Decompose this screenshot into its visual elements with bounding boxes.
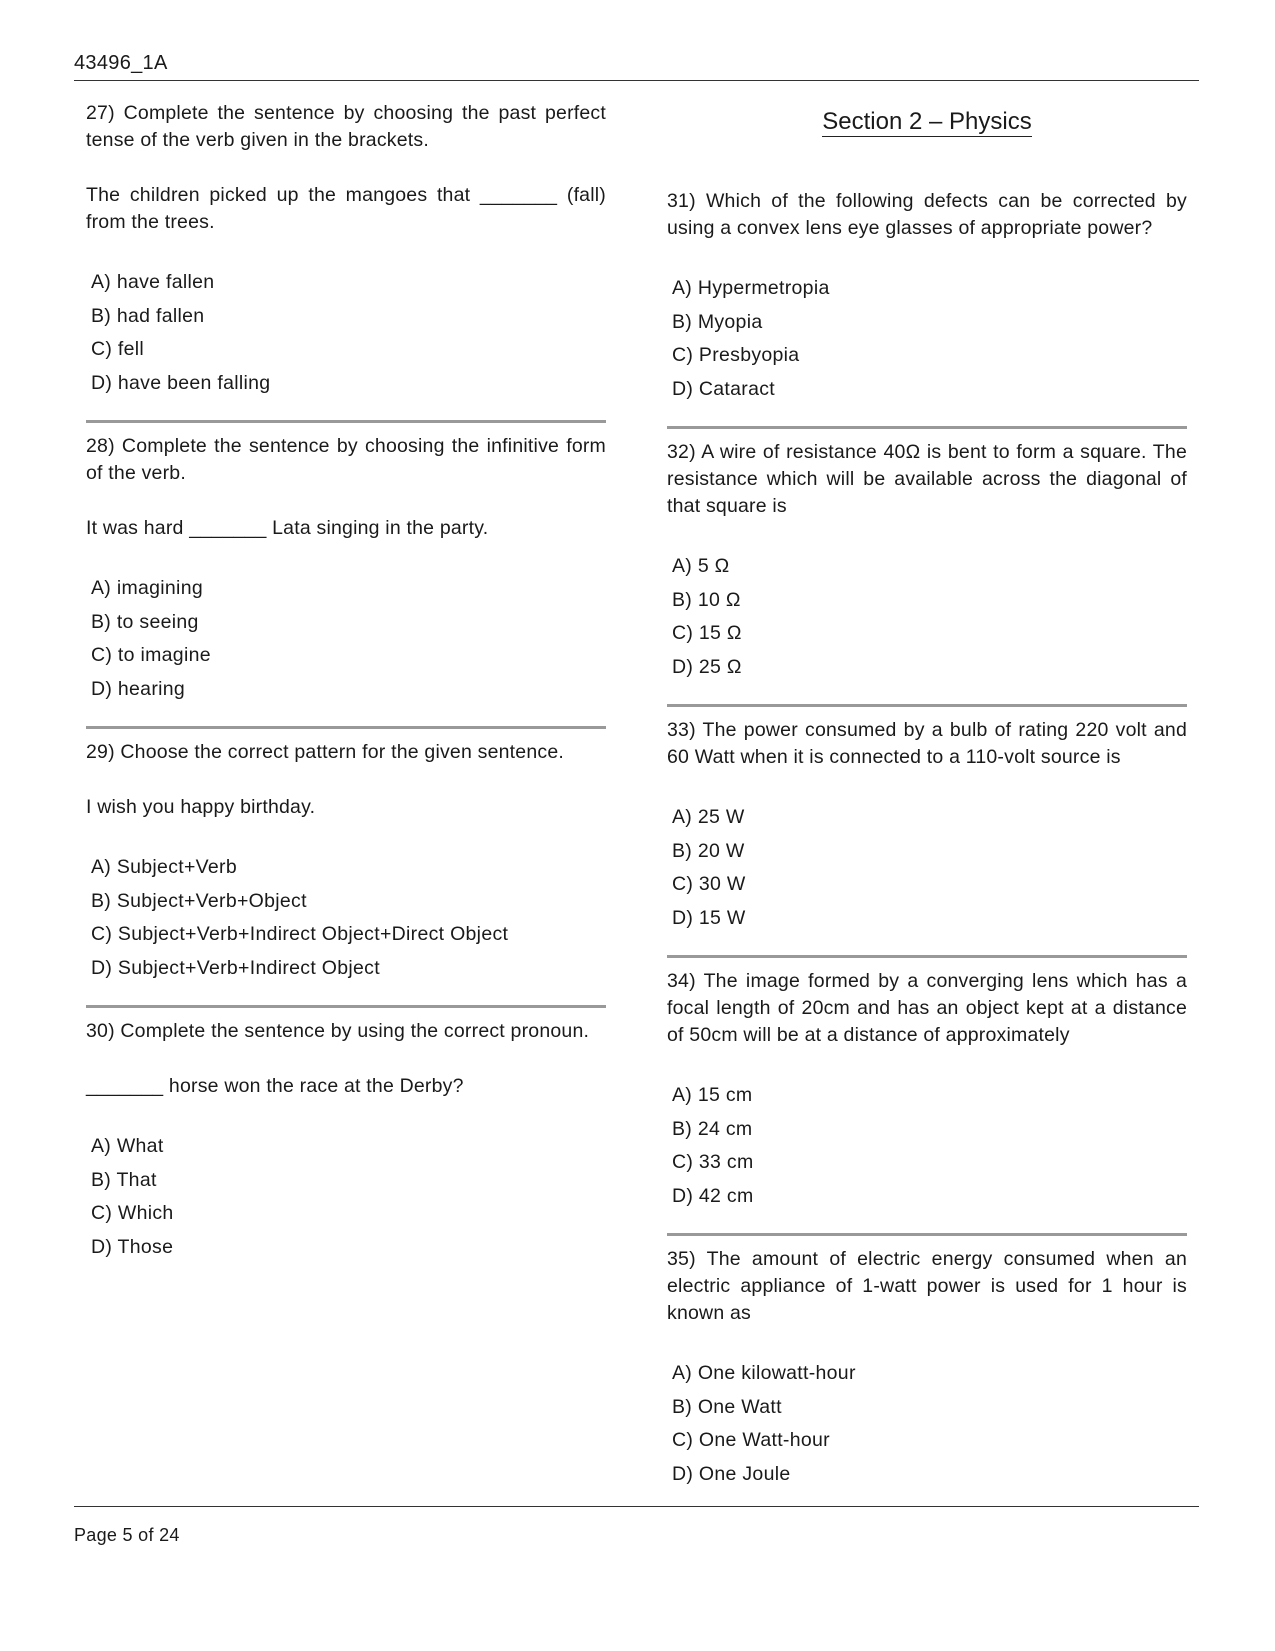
- option-d: D) 15 W: [672, 906, 746, 929]
- option-a: A) have fallen: [91, 271, 215, 293]
- question-text: 29) Choose the correct pattern for the given sentence.: [86, 741, 564, 763]
- options-list: [91, 266, 606, 400]
- option-b: B) That: [91, 1168, 157, 1191]
- option-c: C) to imagine: [91, 644, 211, 666]
- section-title-text: Section 2 – Physics: [822, 108, 1032, 135]
- options-list: [672, 1079, 1187, 1213]
- option-d: D) 25 Ω: [672, 655, 742, 678]
- option-d: D) hearing: [91, 677, 186, 700]
- page-number: Page 5 of 24: [74, 1525, 180, 1545]
- question-35: [667, 1246, 1187, 1511]
- question-sentence: _______ horse won the race at the Derby?: [86, 1075, 464, 1097]
- question-27: [86, 100, 606, 423]
- option-a: A) 5 Ω: [672, 555, 730, 577]
- left-column: [86, 100, 606, 1294]
- option-a: A) What: [91, 1135, 164, 1157]
- question-text: 27) Complete the sentence by choosing the past perfect tense of the verb given in the brackets.: [86, 102, 606, 151]
- question-32: [667, 439, 1187, 707]
- option-c: C) Presbyopia: [672, 344, 800, 366]
- option-d: D) Subject+Verb+Indirect Object: [91, 956, 380, 979]
- question-text: 28) Complete the sentence by choosing the infinitive form of the verb.: [86, 435, 606, 484]
- option-b: B) Subject+Verb+Object: [91, 889, 307, 912]
- question-text: 30) Complete the sentence by using the correct pronoun.: [86, 1020, 590, 1042]
- option-b: B) 24 cm: [672, 1117, 753, 1140]
- option-d: D) One Joule: [672, 1462, 791, 1485]
- options-list: [91, 1130, 606, 1264]
- option-c: C) 30 W: [672, 873, 746, 895]
- question-text: 32) A wire of resistance 40Ω is bent to form a square. The resistance which will be available across the diagonal of that square is: [667, 441, 1187, 517]
- option-b: B) One Watt: [672, 1395, 782, 1418]
- question-33: [667, 717, 1187, 958]
- option-d: D) 42 cm: [672, 1184, 754, 1207]
- options-list: [672, 550, 1187, 684]
- option-d: D) Cataract: [672, 377, 775, 400]
- option-b: B) 20 W: [672, 839, 745, 862]
- option-c: C) fell: [91, 338, 145, 360]
- option-a: A) 15 cm: [672, 1084, 753, 1106]
- question-sentence: It was hard _______ Lata singing in the party.: [86, 517, 489, 539]
- option-c: C) One Watt-hour: [672, 1429, 830, 1451]
- question-text: 34) The image formed by a converging lens which has a focal length of 20cm and has an object kept at a distance of 50cm will be at a distance of approximately: [667, 970, 1187, 1046]
- options-list: [672, 801, 1187, 935]
- option-a: A) One kilowatt-hour: [672, 1362, 856, 1384]
- option-d: D) have been falling: [91, 371, 271, 394]
- question-28: [86, 433, 606, 729]
- option-c: C) Which: [91, 1202, 174, 1224]
- page-header: [74, 50, 1199, 81]
- question-sentence: I wish you happy birthday.: [86, 796, 316, 818]
- section-title: [667, 108, 1187, 188]
- option-b: B) to seeing: [91, 610, 199, 633]
- option-b: B) Myopia: [672, 310, 763, 333]
- option-a: A) Subject+Verb: [91, 856, 237, 878]
- option-b: B) had fallen: [91, 304, 205, 327]
- right-column: [667, 100, 1187, 1521]
- document-id: 43496_1A: [74, 52, 168, 74]
- option-c: C) Subject+Verb+Indirect Object+Direct Object: [91, 923, 509, 945]
- option-a: A) 25 W: [672, 806, 745, 828]
- options-list: [672, 272, 1187, 406]
- option-c: C) 33 cm: [672, 1151, 754, 1173]
- question-34: [667, 968, 1187, 1236]
- options-list: [672, 1357, 1187, 1491]
- page-footer: [74, 1506, 1199, 1545]
- option-c: C) 15 Ω: [672, 622, 742, 644]
- question-29: [86, 739, 606, 1008]
- option-d: D) Those: [91, 1235, 174, 1258]
- question-31: [667, 188, 1187, 429]
- option-b: B) 10 Ω: [672, 588, 741, 611]
- question-text: 35) The amount of electric energy consumed when an electric appliance of 1-watt power is used for 1 hour is known as: [667, 1248, 1187, 1324]
- question-text: 31) Which of the following defects can be corrected by using a convex lens eye glasses of appropriate power?: [667, 190, 1187, 239]
- options-list: [91, 851, 606, 985]
- options-list: [91, 572, 606, 706]
- question-text: 33) The power consumed by a bulb of rating 220 volt and 60 Watt when it is connected to a 110-volt source is: [667, 719, 1187, 768]
- option-a: A) Hypermetropia: [672, 277, 830, 299]
- question-30: [86, 1018, 606, 1284]
- question-sentence: The children picked up the mangoes that _______ (fall) from the trees.: [86, 184, 606, 233]
- option-a: A) imagining: [91, 577, 203, 599]
